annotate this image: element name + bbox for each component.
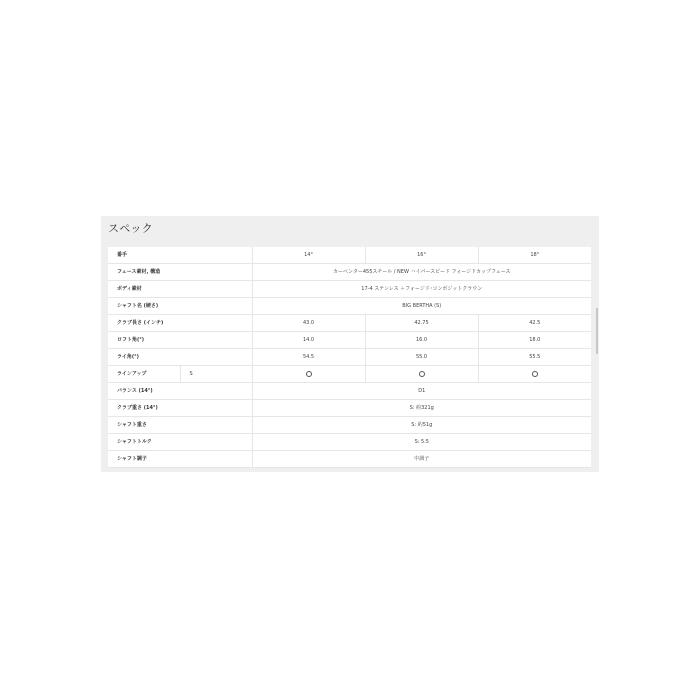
table-row-club-length — [108, 315, 591, 332]
row-value: S: 約51g — [252, 417, 591, 434]
cell-value: 55.5 — [478, 349, 591, 366]
row-label: シャフト名 (硬さ) — [108, 298, 252, 315]
table-row-lineup — [108, 366, 591, 383]
col-header-16: 16° — [365, 247, 478, 264]
available-mark — [365, 366, 478, 383]
row-label: クラブ重さ (14°) — [108, 400, 252, 417]
row-label: シャフト調子 — [108, 451, 252, 468]
table-row-shaft-torque — [108, 434, 591, 451]
table-row-body-material — [108, 281, 591, 298]
cell-value: 42.5 — [478, 315, 591, 332]
table-row-shaft-name — [108, 298, 591, 315]
row-value: 17-4 ステンレス ＋フォージド･コンポジットクラウン — [252, 281, 591, 298]
row-value: S: 約321g — [252, 400, 591, 417]
table-row-loft — [108, 332, 591, 349]
section-title: スペック — [108, 222, 153, 235]
row-label: フェース素材, 構造 — [108, 264, 252, 281]
row-value: 中調子 — [252, 451, 591, 468]
scrollbar[interactable] — [596, 308, 598, 354]
cell-value: 42.75 — [365, 315, 478, 332]
table-row-balance — [108, 383, 591, 400]
cell-value: 14.0 — [252, 332, 365, 349]
row-label: ボディ素材 — [108, 281, 252, 298]
spec-panel — [101, 216, 599, 472]
row-value: カーペンター455スチール / NEW ハイパースピード フォージドカップフェース — [252, 264, 591, 281]
col-header-14: 14° — [252, 247, 365, 264]
table-row-face-material — [108, 264, 591, 281]
circle-icon — [419, 371, 425, 377]
flex-label: S — [180, 366, 252, 383]
table-row-kick-point — [108, 451, 591, 468]
available-mark — [478, 366, 591, 383]
row-value: D1 — [252, 383, 591, 400]
col-header-18: 18° — [478, 247, 591, 264]
row-label: ラインアップ — [108, 366, 180, 383]
row-value: S: 5.5 — [252, 434, 591, 451]
table-row-shaft-weight — [108, 417, 591, 434]
row-label: ロフト角(°) — [108, 332, 252, 349]
row-value: BIG BERTHA (S) — [252, 298, 591, 315]
cell-value: 18.0 — [478, 332, 591, 349]
row-label: シャフト重さ — [108, 417, 252, 434]
circle-icon — [532, 371, 538, 377]
row-label: シャフトトルク — [108, 434, 252, 451]
spec-table — [108, 247, 591, 468]
cell-value: 16.0 — [365, 332, 478, 349]
cell-value: 43.0 — [252, 315, 365, 332]
table-row-lie — [108, 349, 591, 366]
circle-icon — [306, 371, 312, 377]
row-label: 番手 — [108, 247, 252, 264]
table-row-club-weight — [108, 400, 591, 417]
cell-value: 55.0 — [365, 349, 478, 366]
row-label: ライ角(°) — [108, 349, 252, 366]
available-mark — [252, 366, 365, 383]
cell-value: 54.5 — [252, 349, 365, 366]
row-label: バランス (14°) — [108, 383, 252, 400]
row-label: クラブ長さ (インチ) — [108, 315, 252, 332]
table-row-header — [108, 247, 591, 264]
